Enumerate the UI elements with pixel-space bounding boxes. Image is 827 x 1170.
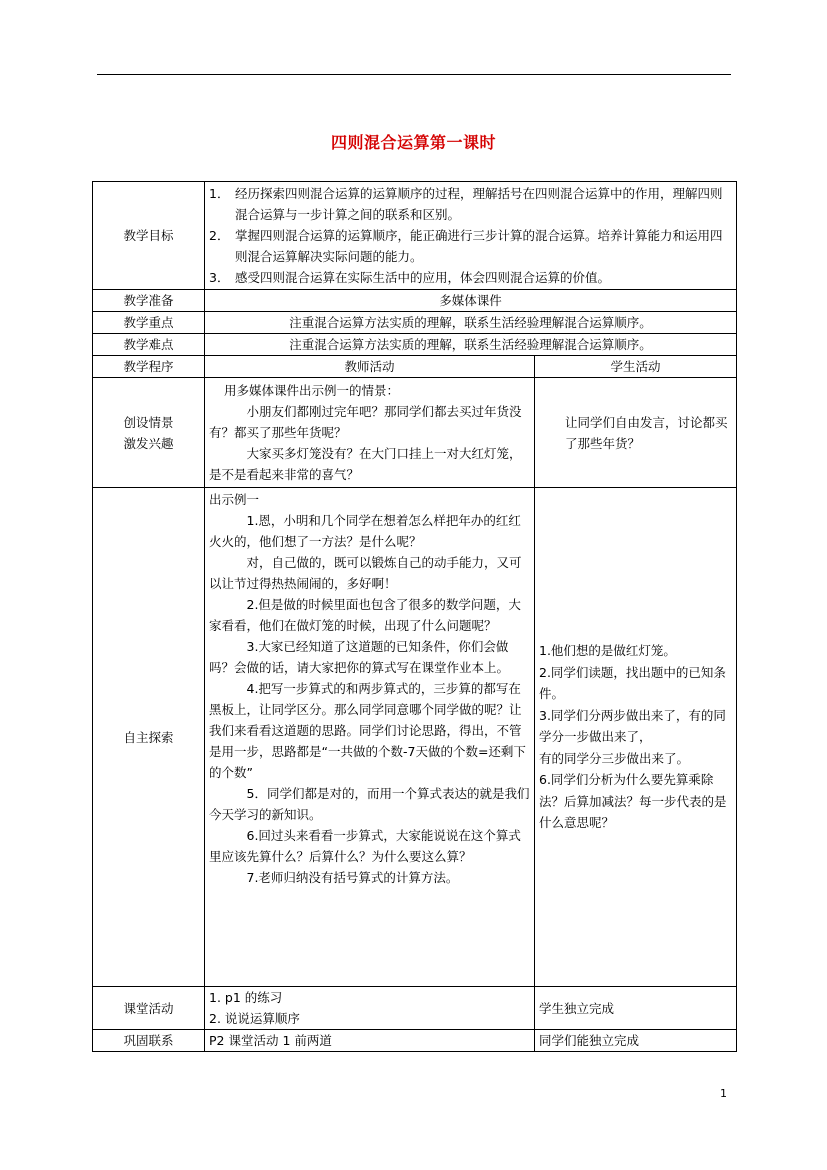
difficulty-value: 注重混合运算方法实质的理解，联系生活经验理解混合运算顺序。 xyxy=(205,334,737,356)
explore-teacher-line: 6.回过头来看看一步算式，大家能说说在这个算式里应该先算什么？后算什么？为什么要这么算？ xyxy=(209,828,521,864)
scenario-label-line2: 激发兴趣 xyxy=(123,435,174,451)
prep-label: 教学准备 xyxy=(93,290,205,312)
row-scenario xyxy=(93,378,737,488)
goals-label: 教学目标 xyxy=(93,182,205,290)
explore-student-line: 1.他们想的是做红灯笼。 xyxy=(539,643,676,659)
consolidate-label: 巩固联系 xyxy=(93,1030,205,1052)
scenario-teacher-line: 小朋友们都刚过完年吧？那同学们都去买过年货没有？都买了那些年货呢？ xyxy=(209,404,522,440)
goal-item-2: 2． 掌握四则混合运算的运算顺序，能正确进行三步计算的混合运算。培养计算能力和运用四则混合运算解决实际问题的能力。 xyxy=(209,228,723,264)
class-activity-item: 2. 说说运算顺序 xyxy=(209,1011,300,1026)
scenario-teacher-line: 用多媒体课件出示例一的情景： xyxy=(224,383,400,398)
explore-student-line: 3.同学们分两步做出来了，有的同学分一步做出来了， xyxy=(539,707,726,745)
explore-teacher-line: 1.恩，小明和几个同学在想着怎么样把年办的红红火火的，他们想了一方法？是什么呢？ xyxy=(209,513,521,549)
explore-teacher-line: 对，自己做的，既可以锻炼自己的动手能力，又可以让节过得热热闹闹的，多好啊！ xyxy=(209,555,522,591)
class-activity-label: 课堂活动 xyxy=(93,987,205,1030)
scenario-student-text: 让同学们自由发言，讨论都买了那些年货？ xyxy=(565,414,728,451)
explore-teacher xyxy=(205,488,535,987)
explore-student-line: 6.同学们分析为什么要先算乘除法？后算加减法？每一步代表的是什么意思呢？ xyxy=(539,772,727,831)
row-goals xyxy=(93,182,737,290)
row-class-activity xyxy=(93,987,737,1030)
explore-teacher-line: 7.老师归纳没有括号算式的计算方法。 xyxy=(246,870,459,885)
scenario-label-line1: 创设情景 xyxy=(123,414,174,430)
procedure-label: 教学程序 xyxy=(93,356,205,378)
explore-teacher-line: 2.但是做的时候里面也包含了很多的数学问题，大家看看，他们在做灯笼的时候，出现了什么问题呢？ xyxy=(209,597,521,633)
goal-item-1: 1． 经历探索四则混合运算的运算顺序的过程，理解括号在四则混合运算中的作用，理解四则混合运算与一步计算之间的联系和区别。 xyxy=(209,186,723,222)
consolidate-teacher: P2 课堂活动 1 前两道 xyxy=(205,1030,535,1052)
page-number: 1 xyxy=(720,1087,727,1100)
prep-value: 多媒体课件 xyxy=(205,290,737,312)
explore-label: 自主探索 xyxy=(93,488,205,987)
goal-item-3: 3． 感受四则混合运算在实际生活中的应用，体会四则混合运算的价值。 xyxy=(209,270,611,285)
explore-teacher-line: 出示例一 xyxy=(209,492,260,507)
difficulty-label: 教学难点 xyxy=(93,334,205,356)
scenario-teacher-line: 大家买多灯笼没有？在大门口挂上一对大红灯笼，是不是看起来非常的喜气？ xyxy=(209,446,522,482)
header-rule xyxy=(97,74,731,75)
key-value: 注重混合运算方法实质的理解，联系生活经验理解混合运算顺序。 xyxy=(205,312,737,334)
class-activity-teacher xyxy=(205,987,535,1030)
goals-content xyxy=(205,182,737,290)
row-consolidate xyxy=(93,1030,737,1052)
class-activity-student: 学生独立完成 xyxy=(535,987,737,1030)
teacher-activity-header: 教师活动 xyxy=(205,356,535,378)
row-prep xyxy=(93,290,737,312)
explore-student-line: 有的同学分三步做出来了。 xyxy=(539,750,690,766)
class-activity-item: 1. p1 的练习 xyxy=(209,990,283,1005)
explore-teacher-line: 5．同学们都是对的，而用一个算式表达的就是我们今天学习的新知识。 xyxy=(209,786,530,822)
scenario-student xyxy=(535,378,737,488)
student-activity-header: 学生活动 xyxy=(535,356,737,378)
consolidate-student: 同学们能独立完成 xyxy=(535,1030,737,1052)
explore-student xyxy=(535,488,737,987)
scenario-label xyxy=(93,378,205,488)
row-difficulty xyxy=(93,334,737,356)
document-title: 四则混合运算第一课时 xyxy=(330,133,496,152)
explore-teacher-line: 4.把写一步算式的和两步算式的，三步算的都写在黑板上，让同学区分。那么同学同意哪个同学做的呢？让我们来看看这道题的思路。同学们讨论思路，得出，不管是用一步，思路都是“一共做的个数-7天做的个数=还剩下的个数” xyxy=(209,681,526,780)
explore-student-line: 2.同学们读题，找出题中的已知条件。 xyxy=(539,664,726,702)
key-label: 教学重点 xyxy=(93,312,205,334)
row-procedure xyxy=(93,356,737,378)
scenario-teacher xyxy=(205,378,535,488)
row-explore xyxy=(93,488,737,987)
lesson-plan-table xyxy=(92,181,737,1052)
explore-teacher-line: 3.大家已经知道了这道题的已知条件，你们会做吗？会做的话，请大家把你的算式写在课堂作业本上。 xyxy=(209,639,510,675)
row-key xyxy=(93,312,737,334)
